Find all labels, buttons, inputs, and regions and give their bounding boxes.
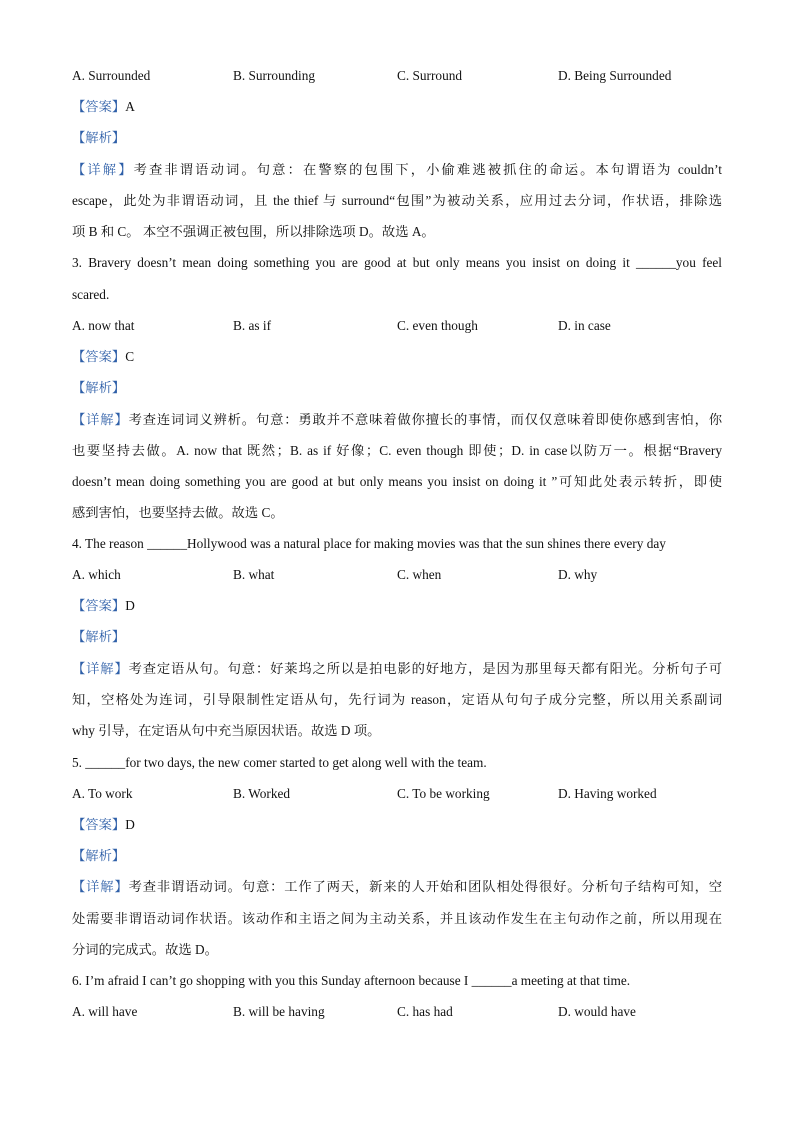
q2-option-d: D. Being Surrounded: [558, 68, 672, 83]
q5-option-d: D. Having worked: [558, 786, 657, 801]
q6-option-a: A. will have: [72, 1004, 138, 1019]
analysis-label: 【解析】: [72, 848, 126, 863]
q3-detail-line-4: 感到害怕，也要坚持去做。故选 C。: [72, 505, 284, 520]
answer-value: D: [125, 598, 135, 613]
q3-analysis-heading: [72, 379, 722, 397]
detail-text: 考查定语从句。句意：好莱坞之所以是拍电影的好地方，是因为那里每天都有阳光。分析句子可: [128, 661, 723, 676]
answer-label: 【答案】: [72, 349, 126, 364]
q6-option-c: C. has had: [397, 1004, 453, 1019]
q2-detail-line-3: 项 B 和 C。 本空不强调正被包围，所以排除选项 D。故选 A。: [72, 224, 435, 239]
q3-answer-row: [72, 348, 722, 366]
analysis-label: 【解析】: [72, 380, 126, 395]
q4-option-c: C. when: [397, 567, 442, 582]
answer-label: 【答案】: [72, 817, 126, 832]
answer-value: D: [125, 817, 135, 832]
q3-option-d: D. in case: [558, 318, 611, 333]
q6-option-d: D. would have: [558, 1004, 636, 1019]
detail-label: 【详解】: [72, 162, 134, 177]
q3-detail-line-3: doesn’t mean doing something you are good at but only means you insist on doing it ”可知此处表示转折，即使: [72, 474, 722, 489]
q2-analysis-heading: [72, 129, 722, 147]
detail-text: 考查非谓语动词。句意：在警察的包围下，小偷难逃被抓住的命运。本句谓语为 couldn’t: [133, 162, 722, 177]
q3-stem-line-1: 3. Bravery doesn’t mean doing something you are good at but only means you insist on doing it ______you feel: [72, 255, 722, 270]
q3-option-a: A. now that: [72, 318, 135, 333]
detail-label: 【详解】: [72, 661, 129, 676]
answer-value: A: [125, 99, 135, 114]
q4-option-a: A. which: [72, 567, 121, 582]
q5-stem: 5. ______for two days, the new comer started to get along well with the team.: [72, 755, 487, 770]
q5-detail-line-2: 处需要非谓语动词作状语。该动作和主语之间为主动关系，并且该动作发生在主句动作之前，所以用现在: [72, 911, 722, 926]
q4-analysis-heading: [72, 628, 722, 646]
q2-answer-row: [72, 98, 722, 116]
q3-detail-line-1: [72, 411, 722, 429]
answer-value: C: [125, 349, 135, 364]
q4-answer-row: [72, 597, 722, 615]
q4-stem: 4. The reason ______Hollywood was a natural place for making movies was that the sun shines there every day: [72, 536, 666, 551]
q4-detail-line-3: why 引导，在定语从句中充当原因状语。故选 D 项。: [72, 723, 381, 738]
q5-answer-row: [72, 816, 722, 834]
q5-detail-line-3: 分词的完成式。故选 D。: [72, 942, 218, 957]
q2-option-b: B. Surrounding: [233, 68, 316, 83]
q5-detail-line-1: [72, 878, 722, 896]
q3-option-b: B. as if: [233, 318, 272, 333]
q3-detail-line-2: 也要坚持去做。A. now that 既然；B. as if 好像；C. even though 即使；D. in case以防万一。根据“Bravery: [72, 443, 722, 458]
q2-option-c: C. Surround: [397, 68, 463, 83]
detail-label: 【详解】: [72, 412, 129, 427]
q4-option-d: D. why: [558, 567, 598, 582]
q5-option-a: A. To work: [72, 786, 133, 801]
q2-option-a: A. Surrounded: [72, 68, 151, 83]
q2-detail-line-1: [72, 161, 722, 179]
q6-stem: 6. I’m afraid I can’t go shopping with you this Sunday afternoon because I ______a meeting at that time.: [72, 973, 631, 988]
answer-label: 【答案】: [72, 99, 126, 114]
answer-label: 【答案】: [72, 598, 126, 613]
detail-text: 考查非谓语动词。句意：工作了两天，新来的人开始和团队相处得很好。分析句子结构可知，空: [128, 879, 723, 894]
q5-option-c: C. To be working: [397, 786, 490, 801]
q5-analysis-heading: [72, 847, 722, 865]
q6-option-b: B. will be having: [233, 1004, 325, 1019]
detail-text: 考查连词词义辨析。句意：勇敢并不意味着做你擅长的事情，而仅仅意味着即使你感到害怕，你: [128, 412, 723, 427]
q3-stem-line-2: scared.: [72, 287, 110, 302]
q4-option-b: B. what: [233, 567, 275, 582]
q3-option-c: C. even though: [397, 318, 478, 333]
q2-detail-line-2: escape，此处为非谓语动词，且 the thief 与 surround“包围”为被动关系，应用过去分词，作状语，排除选: [72, 193, 722, 208]
q4-detail-line-1: [72, 660, 722, 678]
analysis-label: 【解析】: [72, 629, 126, 644]
detail-label: 【详解】: [72, 879, 129, 894]
analysis-label: 【解析】: [72, 130, 126, 145]
q5-option-b: B. Worked: [233, 786, 291, 801]
q4-detail-line-2: 知，空格处为连词，引导限制性定语从句，先行词为 reason，定语从句句子成分完整，所以用关系副词: [72, 692, 722, 707]
